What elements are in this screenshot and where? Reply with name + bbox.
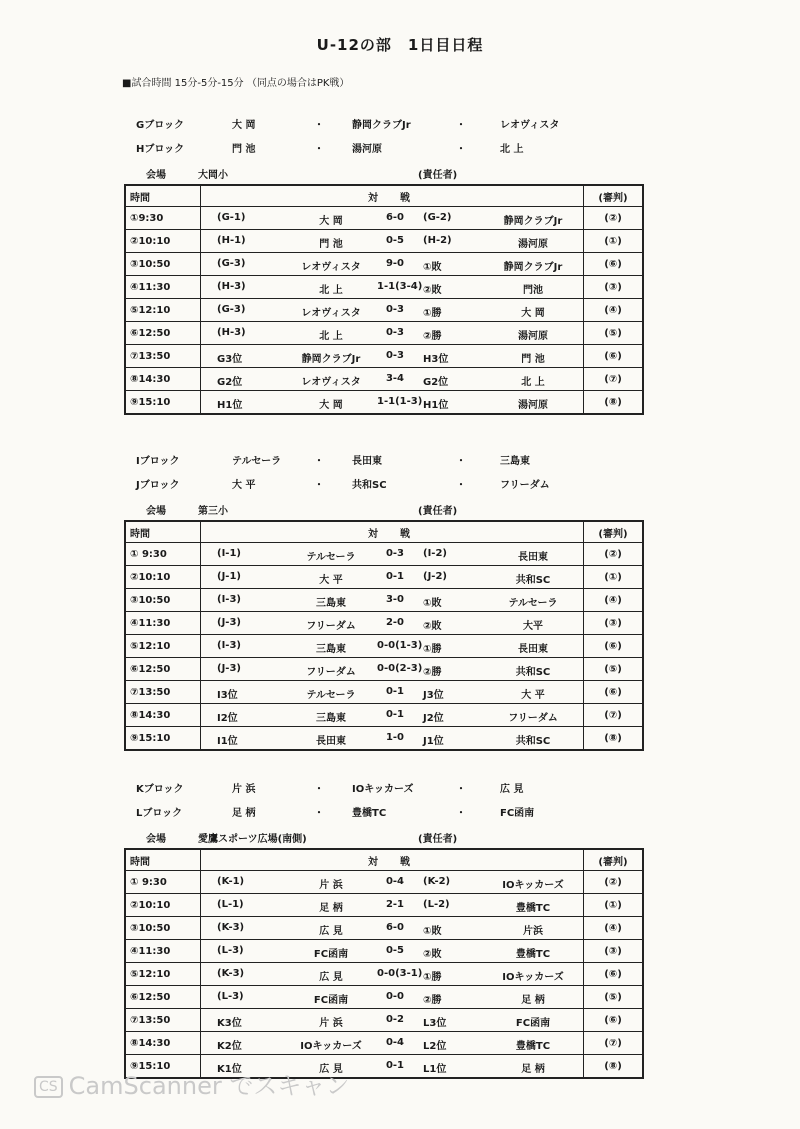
separator-dot: ・ — [314, 456, 324, 467]
header-referee: (審判) — [584, 521, 644, 543]
table-row — [125, 207, 643, 230]
table-row — [125, 543, 643, 566]
slot-right: J3位 — [423, 690, 444, 701]
team-right: 共和SC — [515, 667, 551, 678]
table-row — [125, 871, 643, 894]
table-row — [125, 368, 643, 391]
slot-right: ②敗 — [423, 949, 442, 960]
group-name: Lブロック — [136, 808, 183, 819]
slot-left: (H-3) — [217, 281, 246, 292]
group-team: 片 浜 — [232, 784, 256, 795]
table-row — [125, 727, 643, 751]
match-score: 6-0 — [385, 922, 405, 933]
match-score: 1-0 — [385, 732, 405, 743]
team-right: IOキッカーズ — [502, 880, 564, 891]
match-score: 9-0 — [385, 258, 405, 269]
match-time: ⑨15:10 — [125, 727, 201, 751]
group-team: 豊橋TC — [352, 808, 387, 819]
team-left: 大 岡 — [319, 216, 343, 227]
group-row — [0, 804, 800, 822]
match-referee: (⑧) — [584, 1055, 644, 1079]
header-match: 対 戦 — [201, 521, 584, 543]
slot-right: (G-2) — [423, 212, 452, 223]
header-match: 対 戦 — [201, 185, 584, 207]
match-time: ⑤12:10 — [125, 963, 201, 986]
group-team: 大 岡 — [232, 120, 256, 131]
match-time: ⑨15:10 — [125, 1055, 201, 1079]
match-score: 2-1 — [385, 899, 405, 910]
match-score: 3-0 — [385, 594, 405, 605]
match-time: ① 9:30 — [125, 543, 201, 566]
slot-right: ②敗 — [423, 285, 442, 296]
match-time: ⑦13:50 — [125, 681, 201, 704]
team-right: 片浜 — [523, 926, 543, 937]
team-left: IOキッカーズ — [300, 1041, 362, 1052]
table-row — [125, 940, 643, 963]
match-score: 0-1 — [385, 1060, 405, 1071]
match-referee: (⑥) — [584, 345, 644, 368]
camscanner-icon: CS — [34, 1076, 63, 1098]
table-row — [125, 589, 643, 612]
table-row — [125, 894, 643, 917]
slot-right: L1位 — [423, 1064, 447, 1075]
match-referee: (⑥) — [584, 963, 644, 986]
table-row — [125, 704, 643, 727]
match-score: 6-0 — [385, 212, 405, 223]
match-time: ⑧14:30 — [125, 704, 201, 727]
group-team: 広 見 — [500, 784, 524, 795]
match-score: 0-1 — [385, 571, 405, 582]
team-left: 広 見 — [319, 926, 343, 937]
slot-left: (G-1) — [217, 212, 246, 223]
table-row — [125, 681, 643, 704]
match-referee: (③) — [584, 940, 644, 963]
match-time: ④11:30 — [125, 612, 201, 635]
group-row — [0, 140, 800, 158]
match-score: 2-0 — [385, 617, 405, 628]
match-score: 0-3 — [385, 548, 405, 559]
match-time: ⑥12:50 — [125, 986, 201, 1009]
team-right: 湯河原 — [518, 400, 548, 411]
table-row — [125, 322, 643, 345]
separator-dot: ・ — [314, 144, 324, 155]
team-right: 豊橋TC — [515, 949, 551, 960]
team-left: FC函南 — [313, 995, 349, 1006]
match-referee: (⑥) — [584, 635, 644, 658]
match-score: 0-2 — [385, 1014, 405, 1025]
group-name: Iブロック — [136, 456, 180, 467]
table-row — [125, 253, 643, 276]
team-left: 長田東 — [316, 736, 346, 747]
slot-right: G2位 — [423, 377, 449, 388]
match-score: 0-3 — [385, 350, 405, 361]
slot-right: L2位 — [423, 1041, 447, 1052]
match-referee: (⑦) — [584, 704, 644, 727]
match-score: 0-0 — [385, 991, 405, 1002]
slot-left: G2位 — [217, 377, 243, 388]
slot-left: I3位 — [217, 690, 238, 701]
match-time: ③10:50 — [125, 917, 201, 940]
team-left: 三島東 — [316, 598, 346, 609]
slot-left: (H-3) — [217, 327, 246, 338]
team-right: FC函南 — [515, 1018, 551, 1029]
slot-left: (H-1) — [217, 235, 246, 246]
group-row — [0, 116, 800, 134]
slot-right: (L-2) — [423, 899, 450, 910]
team-right: 北 上 — [521, 377, 545, 388]
team-left: 三島東 — [316, 713, 346, 724]
match-score: 3-4 — [385, 373, 405, 384]
match-time: ④11:30 — [125, 276, 201, 299]
team-right: 豊橋TC — [515, 1041, 551, 1052]
match-referee: (⑤) — [584, 658, 644, 681]
table-row — [125, 230, 643, 253]
team-right: 静岡クラブJr — [503, 262, 563, 273]
match-referee: (⑥) — [584, 681, 644, 704]
match-referee: (③) — [584, 612, 644, 635]
team-right: 湯河原 — [518, 331, 548, 342]
header-match: 対 戦 — [201, 849, 584, 871]
slot-left: G3位 — [217, 354, 243, 365]
match-referee: (①) — [584, 894, 644, 917]
separator-dot: ・ — [314, 784, 324, 795]
slot-right: H3位 — [423, 354, 449, 365]
team-right: 湯河原 — [518, 239, 548, 250]
match-time: ④11:30 — [125, 940, 201, 963]
venue-row — [0, 830, 800, 848]
slot-right: L3位 — [423, 1018, 447, 1029]
match-score: 0-3 — [385, 304, 405, 315]
match-time: ③10:50 — [125, 253, 201, 276]
separator-dot: ・ — [314, 120, 324, 131]
group-name: Kブロック — [136, 784, 184, 795]
header-time: 時間 — [125, 521, 201, 543]
slot-right: (H-2) — [423, 235, 452, 246]
match-time: ① 9:30 — [125, 871, 201, 894]
team-right: 共和SC — [515, 736, 551, 747]
match-referee: (②) — [584, 207, 644, 230]
team-right: 大平 — [523, 621, 543, 632]
match-referee: (⑦) — [584, 368, 644, 391]
header-referee: (審判) — [584, 185, 644, 207]
team-left: 三島東 — [316, 644, 346, 655]
match-time: ⑧14:30 — [125, 368, 201, 391]
slot-left: (I-3) — [217, 594, 241, 605]
slot-left: H1位 — [217, 400, 243, 411]
group-team: 湯河原 — [352, 144, 382, 155]
team-right: 静岡クラブJr — [503, 216, 563, 227]
match-referee: (⑤) — [584, 986, 644, 1009]
match-score: 0-4 — [385, 1037, 405, 1048]
match-referee: (①) — [584, 230, 644, 253]
match-time: ⑥12:50 — [125, 322, 201, 345]
slot-left: (J-3) — [217, 663, 241, 674]
table-header — [125, 185, 643, 207]
team-left: 片 浜 — [319, 880, 343, 891]
team-right: 門 池 — [521, 354, 545, 365]
team-right: 長田東 — [518, 552, 548, 563]
slot-left: (J-3) — [217, 617, 241, 628]
venue-label: 会場 — [146, 834, 166, 845]
group-team: 門 池 — [232, 144, 256, 155]
match-score: 0-0(3-1) — [377, 968, 423, 979]
match-score: 0-0(1-3) — [377, 640, 423, 651]
slot-right: ①勝 — [423, 308, 442, 319]
match-referee: (①) — [584, 566, 644, 589]
match-time: ②10:10 — [125, 894, 201, 917]
group-team: 共和SC — [352, 480, 387, 491]
match-time: ⑥12:50 — [125, 658, 201, 681]
match-time: ①9:30 — [125, 207, 201, 230]
team-left: 静岡クラブJr — [301, 354, 361, 365]
venue-name: 大岡小 — [198, 170, 228, 181]
slot-left: (K-3) — [217, 968, 245, 979]
slot-left: I2位 — [217, 713, 238, 724]
team-left: レオヴィスタ — [301, 377, 361, 388]
match-time: ⑧14:30 — [125, 1032, 201, 1055]
match-referee: (⑧) — [584, 727, 644, 751]
responsible-label: (責任者) — [418, 834, 458, 845]
venue-label: 会場 — [146, 170, 166, 181]
match-score: 0-3 — [385, 327, 405, 338]
slot-left: (L-1) — [217, 899, 244, 910]
team-right: 大 岡 — [521, 308, 545, 319]
team-right: 長田東 — [518, 644, 548, 655]
group-team: テルセーラ — [232, 456, 282, 467]
team-left: フリーダム — [306, 621, 356, 632]
group-team: 長田東 — [352, 456, 382, 467]
slot-left: (L-3) — [217, 945, 244, 956]
slot-left: (I-1) — [217, 548, 241, 559]
team-left: 門 池 — [319, 239, 343, 250]
team-left: テルセーラ — [306, 552, 356, 563]
match-referee: (④) — [584, 299, 644, 322]
group-team: 大 平 — [232, 480, 256, 491]
separator-dot: ・ — [456, 456, 466, 467]
slot-right: (J-2) — [423, 571, 447, 582]
page-title: U-12の部 1日目日程 — [316, 36, 484, 54]
team-right: IOキッカーズ — [502, 972, 564, 983]
slot-right: ②敗 — [423, 621, 442, 632]
match-rule: ■試合時間 15分-5分-15分 （同点の場合はPK戦） — [122, 78, 350, 89]
slot-right: (K-2) — [423, 876, 451, 887]
slot-left: (L-3) — [217, 991, 244, 1002]
responsible-label: (責任者) — [418, 170, 458, 181]
group-team: FC函南 — [500, 808, 535, 819]
team-left: テルセーラ — [306, 690, 356, 701]
venue-name: 愛鷹スポーツ広場(南側) — [198, 834, 307, 845]
header-time: 時間 — [125, 185, 201, 207]
separator-dot: ・ — [456, 480, 466, 491]
table-row — [125, 963, 643, 986]
slot-right: ②勝 — [423, 995, 442, 1006]
match-time: ⑤12:10 — [125, 299, 201, 322]
group-row — [0, 452, 800, 470]
slot-left: (K-1) — [217, 876, 245, 887]
venue-name: 第三小 — [198, 506, 228, 517]
venue-row — [0, 166, 800, 184]
separator-dot: ・ — [314, 480, 324, 491]
group-team: 三島東 — [500, 456, 530, 467]
match-time: ⑨15:10 — [125, 391, 201, 415]
slot-left: K3位 — [217, 1018, 242, 1029]
slot-left: (I-3) — [217, 640, 241, 651]
match-referee: (⑧) — [584, 391, 644, 415]
match-score: 1-1(1-3) — [377, 396, 423, 407]
group-team: 静岡クラブJr — [352, 120, 411, 131]
match-score: 0-5 — [385, 235, 405, 246]
team-left: 足 柄 — [319, 903, 343, 914]
match-time: ③10:50 — [125, 589, 201, 612]
header-time: 時間 — [125, 849, 201, 871]
group-row — [0, 476, 800, 494]
schedule-table — [124, 520, 644, 751]
team-right: フリーダム — [508, 713, 558, 724]
team-right: 足 柄 — [521, 995, 545, 1006]
slot-left: (G-3) — [217, 258, 246, 269]
separator-dot: ・ — [314, 808, 324, 819]
group-team: 北 上 — [500, 144, 524, 155]
slot-right: ①敗 — [423, 926, 442, 937]
table-header — [125, 521, 643, 543]
match-time: ⑤12:10 — [125, 635, 201, 658]
slot-right: (I-2) — [423, 548, 447, 559]
group-team: 足 柄 — [232, 808, 256, 819]
venue-row — [0, 502, 800, 520]
slot-right: J1位 — [423, 736, 444, 747]
match-score: 0-5 — [385, 945, 405, 956]
table-row — [125, 566, 643, 589]
slot-left: (K-3) — [217, 922, 245, 933]
match-referee: (②) — [584, 543, 644, 566]
venue-label: 会場 — [146, 506, 166, 517]
responsible-label: (責任者) — [418, 506, 458, 517]
slot-right: J2位 — [423, 713, 444, 724]
match-referee: (④) — [584, 589, 644, 612]
team-left: レオヴィスタ — [301, 262, 361, 273]
table-row — [125, 276, 643, 299]
team-left: FC函南 — [313, 949, 349, 960]
slot-right: ②勝 — [423, 667, 442, 678]
slot-right: H1位 — [423, 400, 449, 411]
watermark-text: CamScanner でスキャン — [68, 1072, 350, 1100]
group-team: レオヴィスタ — [500, 120, 560, 131]
separator-dot: ・ — [456, 784, 466, 795]
match-time: ②10:10 — [125, 566, 201, 589]
team-left: 大 平 — [319, 575, 343, 586]
group-team: IOキッカーズ — [352, 784, 414, 795]
team-right: 門池 — [523, 285, 543, 296]
table-row — [125, 345, 643, 368]
slot-left: I1位 — [217, 736, 238, 747]
team-left: レオヴィスタ — [301, 308, 361, 319]
slot-right: ②勝 — [423, 331, 442, 342]
team-left: 北 上 — [319, 331, 343, 342]
slot-right: ①勝 — [423, 972, 442, 983]
team-left: 北 上 — [319, 285, 343, 296]
group-name: Hブロック — [136, 144, 185, 155]
team-left: 片 浜 — [319, 1018, 343, 1029]
schedule-table — [124, 848, 644, 1079]
slot-left: (J-1) — [217, 571, 241, 582]
team-right: 大 平 — [521, 690, 545, 701]
match-time: ②10:10 — [125, 230, 201, 253]
header-referee: (審判) — [584, 849, 644, 871]
match-referee: (④) — [584, 917, 644, 940]
separator-dot: ・ — [456, 144, 466, 155]
match-score: 1-1(3-4) — [377, 281, 423, 292]
schedule-table — [124, 184, 644, 415]
table-row — [125, 658, 643, 681]
team-left: 大 岡 — [319, 400, 343, 411]
slot-right: ①敗 — [423, 598, 442, 609]
match-referee: (⑤) — [584, 322, 644, 345]
match-time: ⑦13:50 — [125, 345, 201, 368]
table-row — [125, 917, 643, 940]
group-team: フリーダム — [500, 480, 550, 491]
match-referee: (⑥) — [584, 1009, 644, 1032]
table-row — [125, 391, 643, 415]
match-score: 0-1 — [385, 686, 405, 697]
slot-left: (G-3) — [217, 304, 246, 315]
table-row — [125, 986, 643, 1009]
match-referee: (③) — [584, 276, 644, 299]
camscanner-watermark — [34, 1066, 349, 1101]
table-row — [125, 612, 643, 635]
team-left: 広 見 — [319, 972, 343, 983]
team-right: 豊橋TC — [515, 903, 551, 914]
slot-right: ①勝 — [423, 644, 442, 655]
slot-right: ①敗 — [423, 262, 442, 273]
match-score: 0-4 — [385, 876, 405, 887]
slot-left: K2位 — [217, 1041, 242, 1052]
match-referee: (②) — [584, 871, 644, 894]
team-left: フリーダム — [306, 667, 356, 678]
match-score: 0-0(2-3) — [377, 663, 423, 674]
match-score: 0-1 — [385, 709, 405, 720]
team-left: 広 見 — [319, 1064, 343, 1075]
group-name: Gブロック — [136, 120, 185, 131]
match-referee: (⑦) — [584, 1032, 644, 1055]
slot-left: K1位 — [217, 1064, 242, 1075]
team-right: 足 柄 — [521, 1064, 545, 1075]
table-header — [125, 849, 643, 871]
table-row — [125, 1032, 643, 1055]
group-row — [0, 780, 800, 798]
team-right: テルセーラ — [508, 598, 558, 609]
table-row — [125, 299, 643, 322]
table-row — [125, 635, 643, 658]
group-name: Jブロック — [136, 480, 180, 491]
separator-dot: ・ — [456, 808, 466, 819]
team-right: 共和SC — [515, 575, 551, 586]
match-referee: (⑥) — [584, 253, 644, 276]
separator-dot: ・ — [456, 120, 466, 131]
table-row — [125, 1009, 643, 1032]
match-time: ⑦13:50 — [125, 1009, 201, 1032]
